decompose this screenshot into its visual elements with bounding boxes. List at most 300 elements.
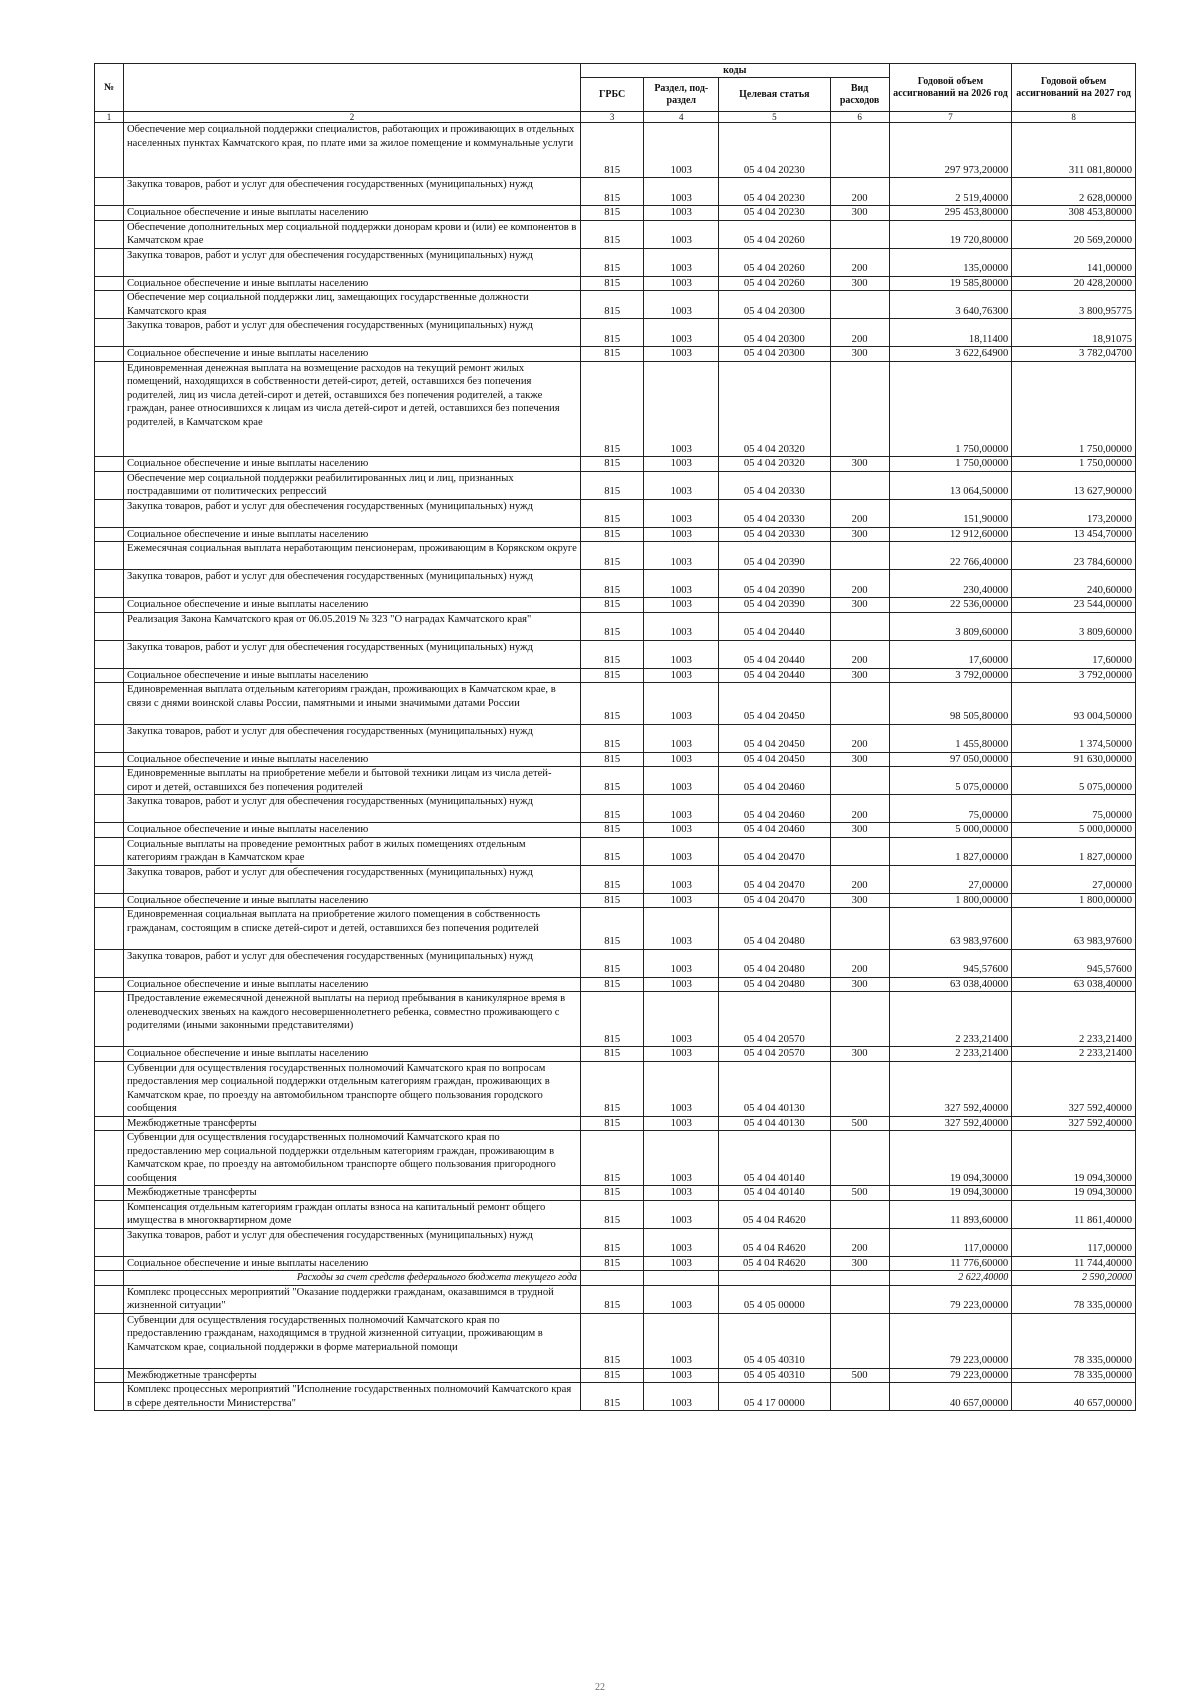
row-expense-type bbox=[830, 1313, 889, 1368]
row-index bbox=[95, 276, 124, 291]
row-index bbox=[95, 598, 124, 613]
table-row bbox=[95, 683, 1136, 725]
header-codes: коды bbox=[580, 64, 889, 78]
header-name bbox=[123, 64, 580, 112]
row-expense-type bbox=[830, 1383, 889, 1411]
row-amount-2026: 295 453,80000 bbox=[889, 206, 1012, 221]
row-index bbox=[95, 347, 124, 362]
row-amount-2027: 141,00000 bbox=[1012, 248, 1136, 276]
row-razdel: 1003 bbox=[644, 1313, 719, 1368]
row-amount-2026: 18,11400 bbox=[889, 319, 1012, 347]
header-vid: Вид расходов bbox=[830, 78, 889, 112]
row-amount-2026: 151,90000 bbox=[889, 499, 1012, 527]
row-index bbox=[95, 248, 124, 276]
row-grbs: 815 bbox=[580, 123, 644, 178]
row-amount-2027: 63 038,40000 bbox=[1012, 977, 1136, 992]
table-row bbox=[95, 123, 1136, 178]
table-row bbox=[95, 1116, 1136, 1131]
row-razdel: 1003 bbox=[644, 795, 719, 823]
row-name: Закупка товаров, работ и услуг для обеспечения государственных (муниципальных) нужд bbox=[123, 1228, 580, 1256]
row-target-article: 05 4 05 00000 bbox=[719, 1285, 830, 1313]
row-index bbox=[95, 977, 124, 992]
row-expense-type bbox=[830, 767, 889, 795]
row-razdel: 1003 bbox=[644, 668, 719, 683]
row-target-article: 05 4 04 20460 bbox=[719, 823, 830, 838]
row-index bbox=[95, 612, 124, 640]
row-target-article: 05 4 04 20470 bbox=[719, 837, 830, 865]
row-razdel: 1003 bbox=[644, 206, 719, 221]
row-razdel: 1003 bbox=[644, 457, 719, 472]
row-target-article: 05 4 04 20260 bbox=[719, 220, 830, 248]
row-amount-2027: 11 744,40000 bbox=[1012, 1256, 1136, 1271]
row-amount-2027: 78 335,00000 bbox=[1012, 1285, 1136, 1313]
table-row bbox=[95, 1131, 1136, 1186]
row-expense-type bbox=[830, 683, 889, 725]
row-amount-2026: 11 776,60000 bbox=[889, 1256, 1012, 1271]
row-expense-type bbox=[830, 837, 889, 865]
row-amount-2026: 135,00000 bbox=[889, 248, 1012, 276]
row-amount-2026: 19 585,80000 bbox=[889, 276, 1012, 291]
row-name: Обеспечение мер социальной поддержки специалистов, работающих и проживающих в отдельных населенных пунктах Камчатского края, по плате ими за жилое помещение и коммунальные услуги bbox=[123, 123, 580, 178]
row-grbs: 815 bbox=[580, 1383, 644, 1411]
row-amount-2026: 1 455,80000 bbox=[889, 724, 1012, 752]
table-row bbox=[95, 795, 1136, 823]
row-index bbox=[95, 499, 124, 527]
row-grbs: 815 bbox=[580, 1368, 644, 1383]
row-target-article: 05 4 05 40310 bbox=[719, 1313, 830, 1368]
row-grbs bbox=[580, 1271, 644, 1286]
row-index bbox=[95, 823, 124, 838]
row-amount-2026: 3 792,00000 bbox=[889, 668, 1012, 683]
row-target-article: 05 4 04 20480 bbox=[719, 908, 830, 950]
table-row bbox=[95, 319, 1136, 347]
colnum: 7 bbox=[889, 112, 1012, 123]
row-razdel: 1003 bbox=[644, 949, 719, 977]
row-razdel: 1003 bbox=[644, 542, 719, 570]
row-target-article: 05 4 04 20460 bbox=[719, 795, 830, 823]
row-name: Обеспечение мер социальной поддержки реабилитированных лиц и лиц, признанных пострадавшими от политических репрессий bbox=[123, 471, 580, 499]
budget-table-sheet bbox=[94, 63, 1136, 1411]
row-index bbox=[95, 206, 124, 221]
row-razdel: 1003 bbox=[644, 640, 719, 668]
row-index bbox=[95, 527, 124, 542]
row-name: Социальное обеспечение и иные выплаты населению bbox=[123, 752, 580, 767]
row-amount-2026: 5 000,00000 bbox=[889, 823, 1012, 838]
row-expense-type: 200 bbox=[830, 248, 889, 276]
row-index bbox=[95, 457, 124, 472]
row-amount-2027: 327 592,40000 bbox=[1012, 1116, 1136, 1131]
row-amount-2027: 1 374,50000 bbox=[1012, 724, 1136, 752]
row-amount-2027: 117,00000 bbox=[1012, 1228, 1136, 1256]
row-grbs: 815 bbox=[580, 795, 644, 823]
header-column-numbers bbox=[95, 112, 1136, 123]
row-amount-2027: 3 800,95775 bbox=[1012, 291, 1136, 319]
row-index bbox=[95, 865, 124, 893]
row-amount-2027: 19 094,30000 bbox=[1012, 1186, 1136, 1201]
table-row bbox=[95, 893, 1136, 908]
row-amount-2027: 27,00000 bbox=[1012, 865, 1136, 893]
row-expense-type bbox=[830, 361, 889, 457]
row-index bbox=[95, 1131, 124, 1186]
row-expense-type: 200 bbox=[830, 319, 889, 347]
row-expense-type: 500 bbox=[830, 1186, 889, 1201]
table-row bbox=[95, 1383, 1136, 1411]
header-celevaya: Целевая статья bbox=[719, 78, 830, 112]
row-name: Закупка товаров, работ и услуг для обеспечения государственных (муниципальных) нужд bbox=[123, 570, 580, 598]
row-razdel: 1003 bbox=[644, 823, 719, 838]
row-razdel: 1003 bbox=[644, 248, 719, 276]
row-razdel: 1003 bbox=[644, 319, 719, 347]
row-razdel: 1003 bbox=[644, 276, 719, 291]
row-name: Межбюджетные трансферты bbox=[123, 1116, 580, 1131]
row-index bbox=[95, 1047, 124, 1062]
row-amount-2026: 327 592,40000 bbox=[889, 1116, 1012, 1131]
row-name: Ежемесячная социальная выплата неработающим пенсионерам, проживающим в Корякском округе bbox=[123, 542, 580, 570]
table-row bbox=[95, 767, 1136, 795]
row-target-article: 05 4 04 20570 bbox=[719, 1047, 830, 1062]
table-row bbox=[95, 598, 1136, 613]
row-target-article: 05 4 17 00000 bbox=[719, 1383, 830, 1411]
row-expense-type: 300 bbox=[830, 206, 889, 221]
row-amount-2026: 27,00000 bbox=[889, 865, 1012, 893]
row-expense-type bbox=[830, 1131, 889, 1186]
row-index bbox=[95, 683, 124, 725]
row-expense-type: 300 bbox=[830, 977, 889, 992]
row-amount-2026: 13 064,50000 bbox=[889, 471, 1012, 499]
row-razdel: 1003 bbox=[644, 471, 719, 499]
row-grbs: 815 bbox=[580, 949, 644, 977]
row-amount-2027: 3 809,60000 bbox=[1012, 612, 1136, 640]
row-razdel: 1003 bbox=[644, 752, 719, 767]
row-name: Социальное обеспечение и иные выплаты населению bbox=[123, 527, 580, 542]
row-amount-2027: 945,57600 bbox=[1012, 949, 1136, 977]
row-index bbox=[95, 724, 124, 752]
row-amount-2026: 19 720,80000 bbox=[889, 220, 1012, 248]
row-grbs: 815 bbox=[580, 347, 644, 362]
row-target-article: 05 4 04 20390 bbox=[719, 542, 830, 570]
row-expense-type: 500 bbox=[830, 1116, 889, 1131]
row-grbs: 815 bbox=[580, 1256, 644, 1271]
row-amount-2026: 3 809,60000 bbox=[889, 612, 1012, 640]
row-name: Социальное обеспечение и иные выплаты населению bbox=[123, 1256, 580, 1271]
colnum: 8 bbox=[1012, 112, 1136, 123]
row-grbs: 815 bbox=[580, 1228, 644, 1256]
row-name: Обеспечение мер социальной поддержки лиц, замещающих государственные должности Камчатского края bbox=[123, 291, 580, 319]
row-index bbox=[95, 1256, 124, 1271]
row-grbs: 815 bbox=[580, 1186, 644, 1201]
row-grbs: 815 bbox=[580, 1047, 644, 1062]
row-target-article: 05 4 04 20440 bbox=[719, 640, 830, 668]
row-expense-type bbox=[830, 1061, 889, 1116]
row-amount-2027: 1 750,00000 bbox=[1012, 457, 1136, 472]
row-razdel: 1003 bbox=[644, 178, 719, 206]
row-index bbox=[95, 361, 124, 457]
row-amount-2027: 327 592,40000 bbox=[1012, 1061, 1136, 1116]
row-amount-2026: 11 893,60000 bbox=[889, 1200, 1012, 1228]
row-amount-2027: 23 544,00000 bbox=[1012, 598, 1136, 613]
row-amount-2026: 2 233,21400 bbox=[889, 1047, 1012, 1062]
page-number: 22 bbox=[595, 1682, 605, 1693]
row-name: Субвенции для осуществления государственных полномочий Камчатского края по предоставлению гражданам, находящимся в трудной жизненной ситуации, проживающим в Камчатском крае, социальной поддержки в форме материальной помощи bbox=[123, 1313, 580, 1368]
row-name: Социальное обеспечение и иные выплаты населению bbox=[123, 668, 580, 683]
row-expense-type: 200 bbox=[830, 178, 889, 206]
row-razdel: 1003 bbox=[644, 361, 719, 457]
row-target-article: 05 4 04 20470 bbox=[719, 893, 830, 908]
row-expense-type: 300 bbox=[830, 668, 889, 683]
row-amount-2027: 311 081,80000 bbox=[1012, 123, 1136, 178]
row-amount-2027: 308 453,80000 bbox=[1012, 206, 1136, 221]
row-amount-2027: 240,60000 bbox=[1012, 570, 1136, 598]
row-amount-2027: 5 000,00000 bbox=[1012, 823, 1136, 838]
row-name: Социальные выплаты на проведение ремонтных работ в жилых помещениях отдельным категориям граждан в Камчатском крае bbox=[123, 837, 580, 865]
row-razdel: 1003 bbox=[644, 1200, 719, 1228]
row-razdel: 1003 bbox=[644, 570, 719, 598]
row-amount-2026: 17,60000 bbox=[889, 640, 1012, 668]
row-amount-2027: 1 750,00000 bbox=[1012, 361, 1136, 457]
row-razdel: 1003 bbox=[644, 1368, 719, 1383]
row-expense-type: 300 bbox=[830, 276, 889, 291]
row-razdel: 1003 bbox=[644, 992, 719, 1047]
row-index bbox=[95, 837, 124, 865]
row-amount-2026: 79 223,00000 bbox=[889, 1313, 1012, 1368]
row-index bbox=[95, 319, 124, 347]
row-index bbox=[95, 767, 124, 795]
row-name: Социальное обеспечение и иные выплаты населению bbox=[123, 893, 580, 908]
row-name: Реализация Закона Камчатского края от 06.05.2019 № 323 "О наградах Камчатского края" bbox=[123, 612, 580, 640]
table-row bbox=[95, 1313, 1136, 1368]
row-expense-type: 300 bbox=[830, 347, 889, 362]
row-amount-2027: 13 454,70000 bbox=[1012, 527, 1136, 542]
row-amount-2026: 97 050,00000 bbox=[889, 752, 1012, 767]
row-grbs: 815 bbox=[580, 893, 644, 908]
row-target-article: 05 4 05 40310 bbox=[719, 1368, 830, 1383]
row-index bbox=[95, 570, 124, 598]
row-amount-2027: 20 428,20000 bbox=[1012, 276, 1136, 291]
row-amount-2027: 2 233,21400 bbox=[1012, 1047, 1136, 1062]
row-expense-type: 300 bbox=[830, 1256, 889, 1271]
row-grbs: 815 bbox=[580, 1131, 644, 1186]
row-amount-2026: 12 912,60000 bbox=[889, 527, 1012, 542]
row-amount-2026: 98 505,80000 bbox=[889, 683, 1012, 725]
row-name: Закупка товаров, работ и услуг для обеспечения государственных (муниципальных) нужд bbox=[123, 640, 580, 668]
row-name: Социальное обеспечение и иные выплаты населению bbox=[123, 823, 580, 838]
row-grbs: 815 bbox=[580, 319, 644, 347]
colnum: 6 bbox=[830, 112, 889, 123]
row-expense-type: 300 bbox=[830, 1047, 889, 1062]
row-expense-type: 200 bbox=[830, 795, 889, 823]
row-target-article: 05 4 04 20230 bbox=[719, 206, 830, 221]
row-amount-2026: 327 592,40000 bbox=[889, 1061, 1012, 1116]
row-amount-2026: 117,00000 bbox=[889, 1228, 1012, 1256]
header-num: № bbox=[95, 64, 124, 112]
row-expense-type bbox=[830, 1285, 889, 1313]
row-amount-2027: 17,60000 bbox=[1012, 640, 1136, 668]
row-target-article: 05 4 04 R4620 bbox=[719, 1228, 830, 1256]
table-row bbox=[95, 1228, 1136, 1256]
table-row bbox=[95, 347, 1136, 362]
row-grbs: 815 bbox=[580, 598, 644, 613]
row-expense-type bbox=[830, 908, 889, 950]
row-grbs: 815 bbox=[580, 724, 644, 752]
table-row bbox=[95, 1256, 1136, 1271]
row-expense-type: 500 bbox=[830, 1368, 889, 1383]
table-row bbox=[95, 276, 1136, 291]
header-2026: Годовой объем ассигнований на 2026 год bbox=[889, 64, 1012, 112]
row-amount-2027: 40 657,00000 bbox=[1012, 1383, 1136, 1411]
row-target-article: 05 4 04 20570 bbox=[719, 992, 830, 1047]
table-row bbox=[95, 1200, 1136, 1228]
row-name: Субвенции для осуществления государственных полномочий Камчатского края по предоставлению мер социальной поддержки отдельным категориям граждан, проживающим в Камчатском крае, по проезду на автомобильном транспорте общего пользования пригородного сообщения bbox=[123, 1131, 580, 1186]
table-row bbox=[95, 206, 1136, 221]
row-expense-type: 300 bbox=[830, 752, 889, 767]
row-target-article: 05 4 04 20390 bbox=[719, 570, 830, 598]
row-amount-2026: 2 622,40000 bbox=[889, 1271, 1012, 1286]
row-amount-2026: 2 233,21400 bbox=[889, 992, 1012, 1047]
table-row bbox=[95, 499, 1136, 527]
table-row bbox=[95, 1271, 1136, 1286]
row-razdel: 1003 bbox=[644, 1228, 719, 1256]
row-grbs: 815 bbox=[580, 865, 644, 893]
row-grbs: 815 bbox=[580, 248, 644, 276]
table-row bbox=[95, 527, 1136, 542]
row-amount-2027: 78 335,00000 bbox=[1012, 1313, 1136, 1368]
row-target-article: 05 4 04 40140 bbox=[719, 1131, 830, 1186]
row-grbs: 815 bbox=[580, 276, 644, 291]
row-grbs: 815 bbox=[580, 837, 644, 865]
row-name: Социальное обеспечение и иные выплаты населению bbox=[123, 347, 580, 362]
row-razdel: 1003 bbox=[644, 1186, 719, 1201]
row-index bbox=[95, 291, 124, 319]
row-amount-2027: 3 782,04700 bbox=[1012, 347, 1136, 362]
row-razdel: 1003 bbox=[644, 1116, 719, 1131]
row-grbs: 815 bbox=[580, 767, 644, 795]
row-amount-2026: 1 827,00000 bbox=[889, 837, 1012, 865]
row-target-article: 05 4 04 20320 bbox=[719, 361, 830, 457]
row-name: Закупка товаров, работ и услуг для обеспечения государственных (муниципальных) нужд bbox=[123, 248, 580, 276]
row-amount-2026: 2 519,40000 bbox=[889, 178, 1012, 206]
row-grbs: 815 bbox=[580, 527, 644, 542]
row-name: Обеспечение дополнительных мер социальной поддержки донорам крови и (или) ее компонентов в Камчатском крае bbox=[123, 220, 580, 248]
row-name: Закупка товаров, работ и услуг для обеспечения государственных (муниципальных) нужд bbox=[123, 724, 580, 752]
row-target-article: 05 4 04 R4620 bbox=[719, 1200, 830, 1228]
colnum: 4 bbox=[644, 112, 719, 123]
row-index bbox=[95, 1383, 124, 1411]
row-index bbox=[95, 1200, 124, 1228]
row-expense-type bbox=[830, 123, 889, 178]
row-amount-2026: 79 223,00000 bbox=[889, 1368, 1012, 1383]
row-expense-type: 300 bbox=[830, 527, 889, 542]
row-index bbox=[95, 640, 124, 668]
row-name: Межбюджетные трансферты bbox=[123, 1186, 580, 1201]
row-expense-type: 200 bbox=[830, 499, 889, 527]
row-amount-2027: 63 983,97600 bbox=[1012, 908, 1136, 950]
row-target-article: 05 4 04 20480 bbox=[719, 977, 830, 992]
colnum: 3 bbox=[580, 112, 644, 123]
row-razdel: 1003 bbox=[644, 1047, 719, 1062]
row-grbs: 815 bbox=[580, 752, 644, 767]
table-row bbox=[95, 361, 1136, 457]
row-grbs: 815 bbox=[580, 1116, 644, 1131]
row-target-article: 05 4 04 20480 bbox=[719, 949, 830, 977]
row-amount-2026: 230,40000 bbox=[889, 570, 1012, 598]
row-razdel: 1003 bbox=[644, 347, 719, 362]
row-amount-2026: 3 622,64900 bbox=[889, 347, 1012, 362]
row-amount-2026: 5 075,00000 bbox=[889, 767, 1012, 795]
row-target-article: 05 4 04 20440 bbox=[719, 668, 830, 683]
row-grbs: 815 bbox=[580, 992, 644, 1047]
row-amount-2026: 79 223,00000 bbox=[889, 1285, 1012, 1313]
row-amount-2026: 22 536,00000 bbox=[889, 598, 1012, 613]
row-name: Единовременная выплата отдельным категориям граждан, проживающих в Камчатском крае, в связи с днями воинской славы России, памятными и иными значимыми датами России bbox=[123, 683, 580, 725]
row-name: Закупка товаров, работ и услуг для обеспечения государственных (муниципальных) нужд bbox=[123, 319, 580, 347]
table-row bbox=[95, 724, 1136, 752]
row-target-article: 05 4 04 R4620 bbox=[719, 1256, 830, 1271]
row-grbs: 815 bbox=[580, 823, 644, 838]
row-amount-2026: 63 983,97600 bbox=[889, 908, 1012, 950]
row-amount-2026: 945,57600 bbox=[889, 949, 1012, 977]
row-expense-type bbox=[830, 471, 889, 499]
table-row bbox=[95, 291, 1136, 319]
row-grbs: 815 bbox=[580, 291, 644, 319]
row-grbs: 815 bbox=[580, 178, 644, 206]
row-amount-2027: 2 233,21400 bbox=[1012, 992, 1136, 1047]
row-grbs: 815 bbox=[580, 206, 644, 221]
table-row bbox=[95, 1061, 1136, 1116]
row-index bbox=[95, 1271, 124, 1286]
row-expense-type bbox=[830, 291, 889, 319]
row-target-article: 05 4 04 40140 bbox=[719, 1186, 830, 1201]
row-amount-2027: 19 094,30000 bbox=[1012, 1131, 1136, 1186]
table-row bbox=[95, 1047, 1136, 1062]
table-row bbox=[95, 1368, 1136, 1383]
row-target-article: 05 4 04 20260 bbox=[719, 248, 830, 276]
row-name: Единовременная социальная выплата на приобретение жилого помещения в собственность гражданам, состоящим в списке детей-сирот и детей, оставшихся без попечения родителей bbox=[123, 908, 580, 950]
row-amount-2026: 1 800,00000 bbox=[889, 893, 1012, 908]
row-name: Субвенции для осуществления государственных полномочий Камчатского края по вопросам предоставления мер социальной поддержки отдельным категориям граждан, проживающих в Камчатском крае, по проезду на автомобильном транспорте общего пользования городского сообщения bbox=[123, 1061, 580, 1116]
row-index bbox=[95, 1285, 124, 1313]
row-index bbox=[95, 752, 124, 767]
row-target-article: 05 4 04 20390 bbox=[719, 598, 830, 613]
table-row bbox=[95, 457, 1136, 472]
row-name: Социальное обеспечение и иные выплаты населению bbox=[123, 457, 580, 472]
row-grbs: 815 bbox=[580, 612, 644, 640]
row-razdel: 1003 bbox=[644, 1285, 719, 1313]
row-razdel: 1003 bbox=[644, 837, 719, 865]
row-amount-2026: 75,00000 bbox=[889, 795, 1012, 823]
header-2027: Годовой объем ассигнований на 2027 год bbox=[1012, 64, 1136, 112]
row-expense-type bbox=[830, 992, 889, 1047]
table-row bbox=[95, 823, 1136, 838]
table-row bbox=[95, 752, 1136, 767]
row-name: Закупка товаров, работ и услуг для обеспечения государственных (муниципальных) нужд bbox=[123, 949, 580, 977]
table-row bbox=[95, 1285, 1136, 1313]
row-grbs: 815 bbox=[580, 570, 644, 598]
row-amount-2027: 1 800,00000 bbox=[1012, 893, 1136, 908]
row-target-article: 05 4 04 20440 bbox=[719, 612, 830, 640]
row-amount-2026: 22 766,40000 bbox=[889, 542, 1012, 570]
row-grbs: 815 bbox=[580, 1313, 644, 1368]
row-razdel: 1003 bbox=[644, 291, 719, 319]
row-amount-2026: 63 038,40000 bbox=[889, 977, 1012, 992]
row-grbs: 815 bbox=[580, 1285, 644, 1313]
row-razdel: 1003 bbox=[644, 1131, 719, 1186]
row-target-article: 05 4 04 20330 bbox=[719, 527, 830, 542]
row-target-article: 05 4 04 20230 bbox=[719, 123, 830, 178]
row-index bbox=[95, 1228, 124, 1256]
row-name: Социальное обеспечение и иные выплаты населению bbox=[123, 977, 580, 992]
row-expense-type: 300 bbox=[830, 893, 889, 908]
row-name: Единовременная денежная выплата на возмещение расходов на текущий ремонт жилых помещений, находящихся в собственности детей-сирот, детей, оставшихся без попечения родителей, лиц из числа детей-сирот и детей, оставшихся без попечения родителей, а также граждан, ранее относившихся к лицам из числа детей-сирот и детей, оставшихся без попечения родителей, в Камчатском крае bbox=[123, 361, 580, 457]
